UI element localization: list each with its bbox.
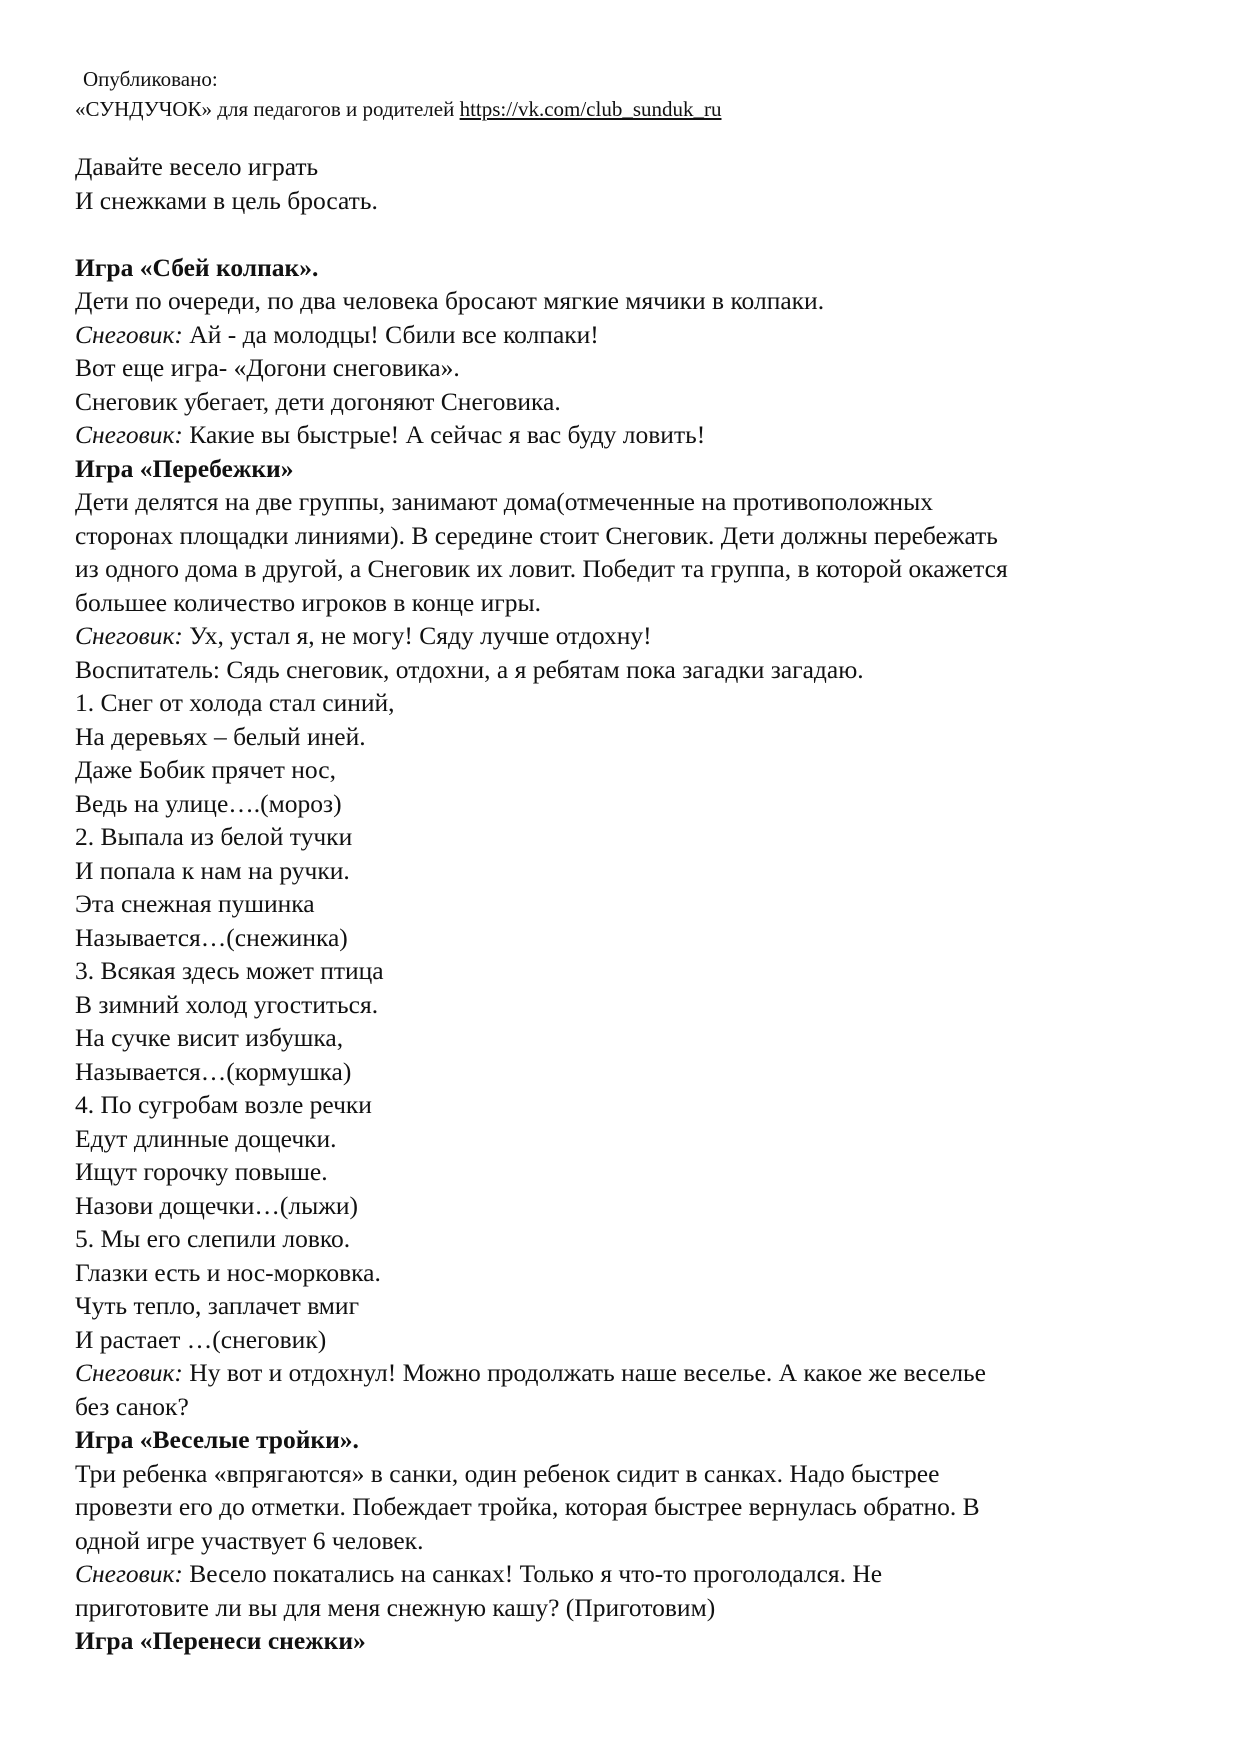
speech-text: Ух, устал я, не могу! Сяду лучше отдохну! (182, 621, 652, 650)
riddle-line: 1. Снег от холода стал синий, (75, 688, 395, 717)
paragraph-gap (75, 217, 1175, 251)
riddle-line: Называется…(снежинка) (75, 922, 348, 952)
speech-text: Ай - да молодцы! Сбили все колпаки! (182, 319, 599, 349)
riddle-line: Чуть тепло, заплачет вмиг (75, 1291, 360, 1320)
riddle-line: Назови дощечки…(лыжи) (75, 1190, 358, 1220)
speech-continuation: без санок? (75, 1391, 189, 1421)
speech-text: Какие вы быстрые! А сейчас я вас буду ловить! (182, 420, 706, 449)
published-label: Опубликовано: (83, 67, 218, 91)
intro-line: Давайте весело играть (75, 152, 319, 181)
riddle-line: Ищут горочку повыше. (75, 1157, 328, 1186)
riddle-line: Даже Бобик прячет нос, (75, 755, 336, 784)
game-description-line: сторонах площадки линиями). В середине стоит Снеговик. Дети должны перебежать (75, 520, 998, 550)
game-description-line: Дети делятся на две группы, занимают дома(отмеченные на противоположных (75, 487, 933, 516)
source-line (75, 94, 1175, 124)
riddle-line: Глазки есть и нос-морковка. (75, 1257, 381, 1287)
riddle-line: Ведь на улице….(мороз) (75, 788, 342, 818)
riddle-line: Называется…(кормушка) (75, 1056, 352, 1086)
riddle-line: И попала к нам на ручки. (75, 855, 350, 885)
game-title: Игра «Сбей колпак». (75, 252, 319, 282)
riddle-line: 4. По сугробам возле речки (75, 1090, 372, 1119)
speech-text: Весело покатались на санках! Только я что-то проголодался. Не (182, 1559, 883, 1588)
riddle-line: И растает …(снеговик) (75, 1324, 327, 1354)
game-title: Игра «Перебежки» (75, 453, 294, 483)
game-description-line: большее количество игроков в конце игры. (75, 587, 541, 617)
teacher-line: Воспитатель: Сядь снеговик, отдохни, а я ребятам пока загадки загадаю. (75, 654, 864, 684)
game-description-line: провезти его до отметки. Побеждает тройка, которая быстрее вернулась обратно. В (75, 1492, 980, 1521)
game-title: Игра «Перенеси снежки» (75, 1626, 366, 1655)
intro-line: И снежками в цель бросать. (75, 185, 378, 215)
source-prefix: «СУНДУЧОК» для педагогов и родителей (75, 97, 455, 121)
riddle-line: 3. Всякая здесь может птица (75, 956, 384, 985)
snowman-line (75, 318, 1175, 352)
speech-continuation: Вот еще игра- «Догони снеговика». (75, 353, 460, 382)
riddle-line: На сучке висит избушка, (75, 1023, 344, 1052)
game-description-line: Три ребенка «впрягаются» в санки, один ребенок сидит в санках. Надо быстрее (75, 1458, 940, 1488)
game-title: Игра «Веселые тройки». (75, 1425, 359, 1454)
riddle-line: В зимний холод угоститься. (75, 989, 379, 1019)
riddle-line: На деревьях – белый иней. (75, 721, 366, 751)
speaker-label: Снеговик: (75, 1358, 183, 1387)
speaker-label: Снеговик: (75, 621, 183, 650)
speaker-label: Снеговик: (75, 420, 183, 449)
speaker-label: Снеговик: (75, 319, 183, 349)
speech-continuation: приготовите ли вы для меня снежную кашу? (Приготовим) (75, 1592, 716, 1622)
action-line: Снеговик убегает, дети догоняют Снеговика. (75, 386, 561, 416)
game-description: Дети по очереди, по два человека бросают мягкие мячики в колпаки. (75, 286, 825, 315)
game-description-line: одной игре участвует 6 человек. (75, 1525, 424, 1555)
snowman-line (75, 418, 1175, 452)
game-description-line: из одного дома в другой, а Снеговик их ловит. Победит та группа, в которой окажется (75, 554, 1008, 583)
snowman-line (75, 619, 1175, 653)
speech-text: Ну вот и отдохнул! Можно продолжать наше веселье. А какое же веселье (182, 1358, 986, 1387)
riddle-line: Эта снежная пушинка (75, 889, 315, 918)
snowman-line (75, 1557, 1175, 1591)
riddle-line: 2. Выпала из белой тучки (75, 822, 353, 851)
riddle-line: Едут длинные дощечки. (75, 1123, 337, 1153)
source-link[interactable]: https://vk.com/club_sunduk_ru (459, 97, 722, 121)
document-body (75, 150, 1175, 1658)
speaker-label: Снеговик: (75, 1559, 183, 1588)
riddle-line: 5. Мы его слепили ловко. (75, 1224, 351, 1253)
snowman-line (75, 1356, 1175, 1390)
publication-header (75, 64, 1175, 124)
